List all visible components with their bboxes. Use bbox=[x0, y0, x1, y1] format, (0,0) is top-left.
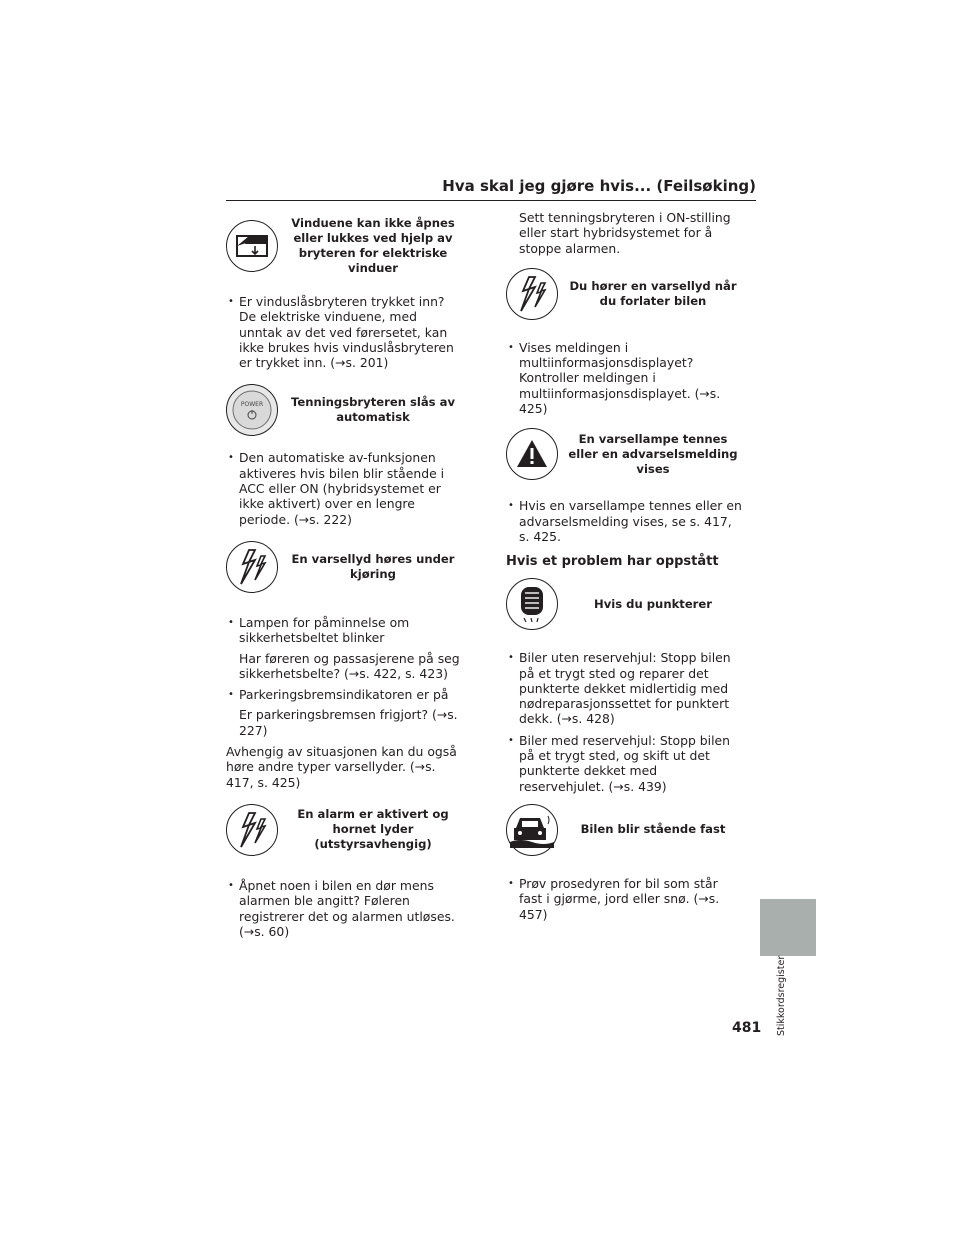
entry-leaving-sound bbox=[506, 268, 742, 320]
bullet-alarm-door bbox=[226, 878, 462, 939]
bullet-question: Biler med reservehjul: Stopp bilen på et trygt sted, og skift ut det punkterte dekket med reservehjulet. (→s. 439) bbox=[519, 732, 731, 794]
window-lock-icon bbox=[226, 220, 278, 272]
entry-alarm bbox=[226, 804, 462, 856]
entry-flat-tire bbox=[506, 578, 742, 630]
bullet-answer: Har føreren og passasjerene på seg sikkerhetsbelte? (→s. 422, s. 423) bbox=[239, 650, 460, 681]
section-tab bbox=[760, 899, 816, 956]
flat-tire-icon bbox=[506, 578, 558, 630]
bullet-question: Åpnet noen i bilen en dør mens alarmen ble angitt? Føleren registrerer det og alarmen utløses. (→s. 60) bbox=[239, 877, 455, 939]
page-header-title: Hva skal jeg gjøre hvis... (Feilsøking) bbox=[226, 176, 756, 201]
entry-warning-lamp-title: En varsellampe tennes eller en advarselsmelding vises bbox=[568, 431, 738, 476]
bullet-question: Biler uten reservehjul: Stopp bilen på et trygt sted og reparer det punkterte dekket midlertidig med nødreparasjonssettet for punktert dekk. (→s. 428) bbox=[519, 650, 731, 727]
bullet-no-spare bbox=[506, 650, 742, 726]
note-other-sounds: Avhengig av situasjonen kan du også høre andre typer varsellyder. (→s. 417, s. 425) bbox=[226, 744, 457, 790]
power-button-icon bbox=[226, 384, 278, 436]
bullet-question: Parkeringsbremsindikatoren er på bbox=[239, 687, 449, 703]
svg-text:POWER: POWER bbox=[240, 401, 264, 409]
entry-windows bbox=[226, 216, 462, 276]
entry-leaving-sound-title: Du hører en varsellyd når du forlater bilen bbox=[569, 278, 737, 308]
bullet-seatbelt bbox=[226, 615, 462, 681]
stuck-car-icon bbox=[506, 804, 558, 856]
alarm-sound-icon bbox=[226, 804, 278, 856]
left-column bbox=[226, 210, 462, 945]
bullet-answer: De elektriske vinduene, med unntak av det ved førersetet, kan ikke brukes hvis vinduslåsbryteren er trykket inn. (→s. 201) bbox=[239, 309, 454, 371]
entry-stuck bbox=[506, 804, 742, 856]
bullet-answer: Er parkeringsbremsen frigjort? (→s. 227) bbox=[239, 707, 458, 738]
warning-triangle-icon bbox=[506, 428, 558, 480]
entry-ignition-off-title: Tenningsbryteren slås av automatisk bbox=[290, 395, 456, 425]
entry-warning-sound-driving bbox=[226, 541, 462, 593]
entry-flat-tire-title: Hvis du punkterer bbox=[594, 596, 712, 611]
entry-stuck-title: Bilen blir stående fast bbox=[580, 822, 726, 837]
alarm-stop-instruction: Sett tenningsbryteren i ON-stilling eller start hybridsystemet for å stoppe alarmen. bbox=[519, 210, 731, 256]
bullet-stuck-procedure bbox=[506, 876, 742, 922]
entry-windows-title: Vinduene kan ikke åpnes eller lukkes ved hjelp av bryteren for elektriske vinduer bbox=[291, 216, 455, 275]
bullet-auto-off bbox=[226, 450, 462, 526]
bullet-parking-brake bbox=[226, 687, 462, 738]
entry-alarm-title: En alarm er aktivert og hornet lyder (utstyrsavhengig) bbox=[297, 807, 449, 852]
bullet-question: Hvis en varsellampe tennes eller en advarselsmelding vises, se s. 417, s. 425. bbox=[519, 498, 742, 544]
bullet-question: Den automatiske av-funksjonen aktiveres hvis bilen blir stående i ACC eller ON (hybridsystemet er ikke aktivert) over en lengre periode. (→s. 222) bbox=[239, 450, 445, 527]
bullet-warning-lamp bbox=[506, 498, 742, 544]
warning-sound-icon bbox=[226, 541, 278, 593]
page-number: 481 bbox=[732, 1020, 762, 1036]
entry-warning-lamp bbox=[506, 428, 742, 480]
bullet-with-spare bbox=[506, 733, 742, 794]
bullet-question: Lampen for påminnelse om sikkerhetsbeltet blinker bbox=[239, 614, 410, 646]
bullet-question: Prøv prosedyren for bil som står fast i gjørme, jord eller snø. (→s. 457) bbox=[519, 875, 720, 922]
entry-warning-sound-driving-title: En varsellyd høres under kjøring bbox=[291, 551, 455, 581]
leaving-sound-icon bbox=[506, 268, 558, 320]
side-section-label: Stikkordsregister bbox=[776, 955, 787, 1036]
bullet-window-lock bbox=[226, 294, 462, 370]
right-column bbox=[506, 210, 742, 928]
section-title-problem: Hvis et problem har oppstått bbox=[506, 554, 719, 570]
bullet-mid-message bbox=[506, 340, 742, 416]
bullet-question: Er vinduslåsbryteren trykket inn? bbox=[239, 294, 445, 309]
entry-ignition-off bbox=[226, 384, 462, 436]
bullet-question: Vises meldingen i multiinformasjonsdisplayet? Kontroller meldingen i multiinformasjonsdisplayet. (→s. 425) bbox=[519, 339, 721, 417]
